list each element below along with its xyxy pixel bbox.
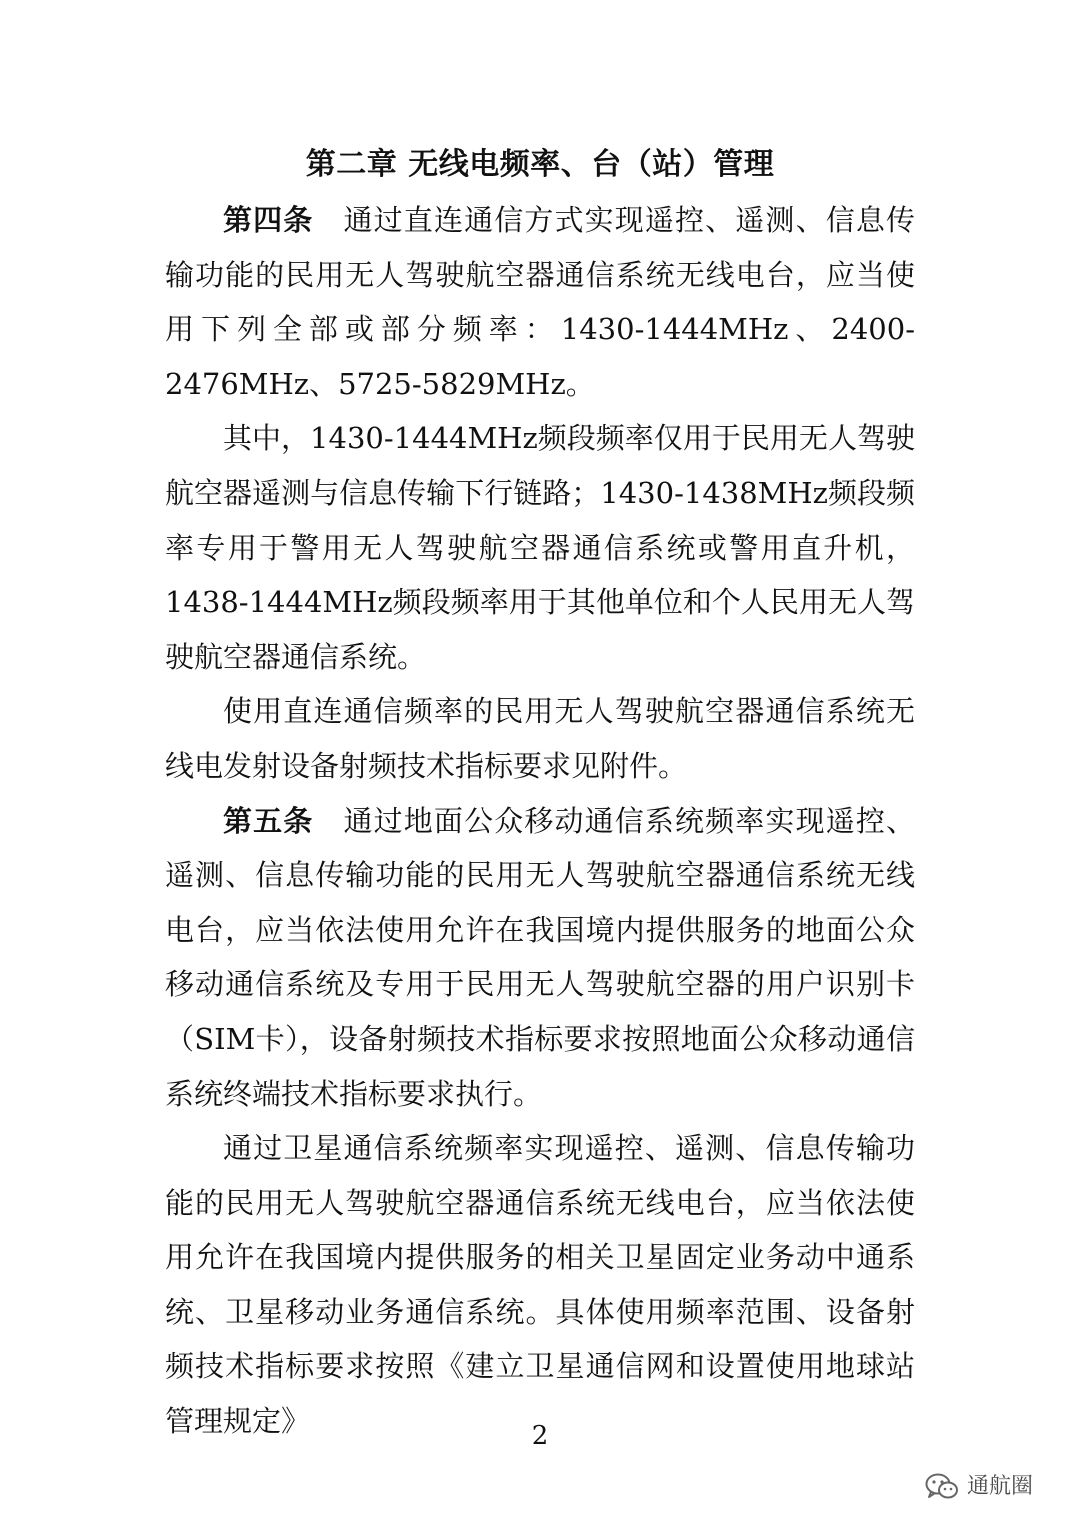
rf-requirements-paragraph: 使用直连通信频率的民用无人驾驶航空器通信系统无线电发射设备射频技术指标要求见附件。 (165, 694, 915, 783)
chapter-title: 第二章 无线电频率、台（站）管理 (305, 147, 775, 182)
frequency-usage-paragraph: 其中，1430-1444MHz频段频率仅用于民用无人驾驶航空器遥测与信息传输下行链路；1430-1438MHz频段频率专用于警用无人驾驶航空器通信系统或警用直升机，1438-1444MHz频段频率用于其他单位和个人民用无人驾驶航空器通信系统。 (165, 421, 915, 674)
article-4-label: 第四条 (223, 203, 314, 237)
wechat-icon (925, 1473, 959, 1501)
article-4-paragraph (165, 193, 915, 411)
satellite-paragraph: 通过卫星通信系统频率实现遥控、遥测、信息传输功能的民用无人驾驶航空器通信系统无线电台，应当依法使用允许在我国境内提供服务的相关卫星固定业务动中通系统、卫星移动业务通信系统。具体使用频率范围、设备射频技术指标要求按照《建立卫星通信网和设置使用地球站管理规定》 (165, 1131, 915, 1439)
article-5-label: 第五条 (223, 803, 314, 838)
article-5-paragraph (165, 794, 915, 1122)
article-4-text: 通过直连通信方式实现遥控、遥测、信息传输功能的民用无人驾驶航空器通信系统无线电台，应当使用下列全部或部分频率：1430-1444MHz、2400-2476MHz、5725-5829MHz。 (165, 203, 915, 401)
watermark-text: 通航圈 (967, 1474, 1034, 1499)
watermark (925, 1472, 1033, 1502)
body-text (165, 193, 915, 1449)
page-number: 2 (531, 1421, 549, 1451)
article-5-text: 通过地面公众移动通信系统频率实现遥控、遥测、信息传输功能的民用无人驾驶航空器通信系统无线电台，应当依法使用允许在我国境内提供服务的地面公众移动通信系统及专用于民用无人驾驶航空器的用户识别卡（SIM卡），设备射频技术指标要求按照地面公众移动通信系统终端技术指标要求执行。 (165, 803, 915, 1111)
